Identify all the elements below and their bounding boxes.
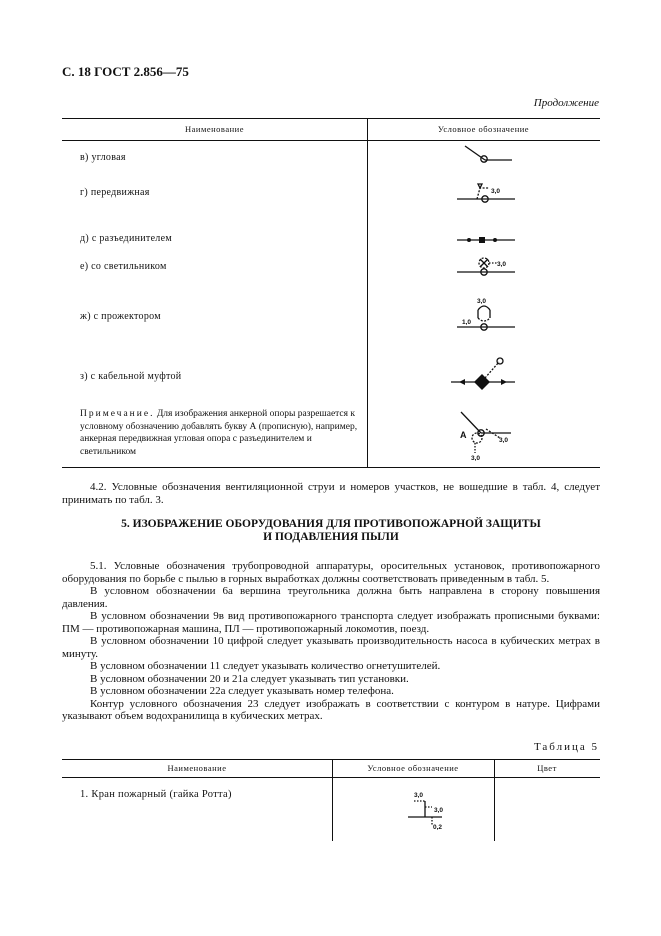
symbol-fire-hydrant — [408, 792, 443, 831]
section-title: 5. ИЗОБРАЖЕНИЕ ОБОРУДОВАНИЯ ДЛЯ ПРОТИВОПОЖАРНОЙ ЗАЩИТЫ И ПОДАВЛЕНИЯ ПЫЛИ — [121, 518, 541, 543]
dim-label: 3,0 — [491, 188, 501, 195]
paragraph-4-2: 4.2. Условные обозначения вентиляционной струи и номеров участков, не вошедшие в табл. 4, следует принимать по табл. 3. — [62, 481, 600, 506]
dim-label: 3,0 — [497, 261, 507, 268]
dim-label: 3,0 — [434, 807, 444, 814]
table4-col-symbol: Условное обозначение — [437, 124, 530, 134]
table4-row-label: д) с разъединителем — [80, 233, 172, 244]
section-paragraph: В условном обозначении 10 цифрой следует указывать производительность насоса в кубических метрах в минуту. — [62, 635, 600, 660]
table4-row-label: з) с кабельной муфтой — [80, 371, 182, 382]
table4-col-name: Наименование — [185, 124, 244, 134]
table4-symbols — [367, 140, 600, 470]
dim-label: 1,0 — [462, 319, 472, 326]
dim-label: 3,0 — [477, 298, 487, 305]
symbol-corner-support — [465, 146, 512, 162]
dim-label: 3,0 — [414, 792, 424, 799]
section-paragraph: В условном обозначении 11 следует указывать количество огнетушителей. — [90, 660, 441, 672]
continuation-label: Продолжение — [533, 97, 599, 109]
symbol-floodlight-support — [457, 298, 515, 330]
table4-row-label: е) со светильником — [80, 261, 167, 272]
table5-caption: Таблица 5 — [533, 741, 599, 753]
symbol-cable-coupling-support — [451, 358, 515, 390]
symbol-anchor-example — [460, 412, 511, 462]
symbol-lamp-support — [457, 258, 515, 275]
page-header: С. 18 ГОСТ 2.856—75 — [62, 64, 189, 79]
table5-col-symbol: Условное обозначение — [367, 763, 459, 773]
table4-bottom-rule — [62, 467, 600, 468]
section-paragraph: В условном обозначении 22а следует указывать номер телефона. — [90, 685, 394, 697]
dim-label: 3,0 — [499, 437, 509, 444]
dim-label: 0,2 — [433, 824, 443, 831]
table4-row-label: г) передвижная — [80, 187, 150, 198]
note-title: Примечание. — [80, 409, 155, 419]
section-body — [62, 560, 600, 723]
section-paragraph: В условном обозначении 20 и 21а следует указывать тип установки. — [90, 672, 409, 685]
table4-row-label: в) угловая — [80, 152, 126, 163]
section-paragraph: Контур условного обозначения 23 следует изображать в соответствии с контуром в натуре. Цифрами указывают объем водохранилища в кубических метрах. — [62, 697, 600, 722]
table4-note — [80, 408, 360, 458]
table5-col-name: Наименование — [167, 763, 227, 773]
section-paragraph: В условном обозначении 9в вид противопожарного транспорта следует изображать прописными буквами: ПМ — противопожарная машина, ПЛ — противопожарный локомотив, поезд. — [62, 610, 600, 635]
section-paragraph: 5.1. Условные обозначения трубопроводной аппаратуры, оросительных установок, противопожарного оборудования по борьбе с пылью в горных выработках должны соответствовать приведенным в табл. 5. — [62, 560, 600, 585]
dim-label: 3,0 — [471, 455, 481, 462]
table5-header-rule — [62, 777, 600, 778]
symbol-disconnector-support — [457, 237, 515, 243]
table4-top-rule — [62, 118, 600, 119]
section-paragraph: В условном обозначении 6а вершина треугольника должна быть направлена в сторону повышения давления. — [62, 585, 600, 610]
table5-top-rule — [62, 759, 600, 760]
table5-col-color: Цвет — [537, 763, 557, 773]
anchor-letter: А — [460, 430, 467, 440]
symbol-mobile-support — [457, 184, 515, 202]
table5-symbols — [332, 777, 494, 837]
table4-row-label: ж) с прожектором — [80, 311, 161, 322]
table5-row-label: 1. Кран пожарный (гайка Ротта) — [80, 789, 232, 800]
note-text: Для изображения анкерной опоры разрешается к условному обозначению добавлять букву А (прописную), например, анкерная передвижная угловая опора с разъединителем и светильником — [80, 409, 358, 457]
